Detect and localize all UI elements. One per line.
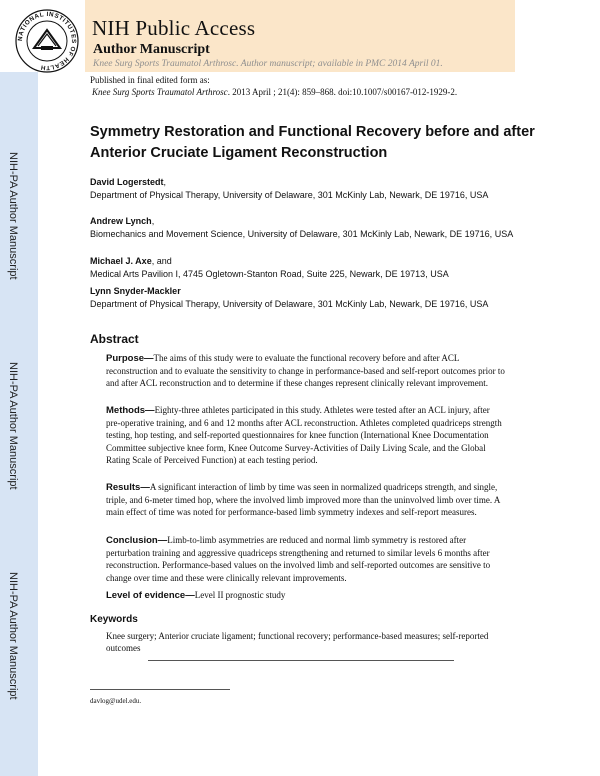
side-label: NIH-PA Author Manuscript — [7, 362, 19, 490]
nih-seal-logo — [14, 8, 80, 74]
section-text: The aims of this study were to evaluate the functional recovery before and after ACL reconstruction and to evaluate the sensitivity to change in performance-based and self-report outcomes prior to and after ACL reconstruction and to determine if these changes represent clinically relevant improvement. — [106, 353, 505, 389]
section-label: Conclusion— — [106, 535, 168, 546]
author-name: Lynn Snyder-Mackler — [90, 286, 181, 296]
author-name: David Logerstedt — [90, 177, 164, 187]
author-name: Andrew Lynch — [90, 216, 152, 226]
footnote-email: davlog@udel.edu. — [90, 697, 142, 705]
header-title: NIH Public Access — [92, 16, 256, 40]
side-label: NIH-PA Author Manuscript — [7, 152, 19, 280]
journal-name: Knee Surg Sports Traumatol Arthrosc — [92, 87, 228, 97]
header-subtitle: Author Manuscript — [93, 42, 210, 57]
section-text: Level II prognostic study — [194, 590, 286, 600]
publication-details: . 2013 April ; 21(4): 859–868. doi:10.1007/s00167-012-1929-2. — [227, 87, 458, 97]
footnote-divider — [90, 689, 230, 690]
author-block — [90, 215, 520, 240]
section-text: Eighty-three athletes participated in this study. Athletes were tested after an ACL injury, after pre-operative training, and 6 and 12 months after ACL reconstruction. Athletes completed quadriceps strength testing, hop testing, and self-reported questionnaires for knee function (International Knee Documentation Committee subjective knee form, Knee Outcome Survey-Activities of Daily Living Scale, and the Global Rating Scale of Perceived Function) at each testing period. — [106, 405, 502, 465]
author-separator: , and — [151, 256, 172, 266]
abstract-level-of-evidence — [106, 589, 506, 602]
author-block — [90, 255, 520, 280]
author-affiliation: Biomechanics and Movement Science, University of Delaware, 301 McKinly Lab, Newark, DE 19716, USA — [90, 228, 514, 239]
section-text: A significant interaction of limb by time was seen in normalized quadriceps strength, and single, triple, and 6-meter timed hop, where the involved limb improved more than the uninvolved limb over time. A main effect of time was noted for performance-based limb symmetry indexes and self-report measures. — [106, 482, 500, 518]
author-block — [90, 176, 520, 201]
seal-ring-text: NATIONAL INSTITUTES OF HEALTH — [16, 10, 78, 72]
author-separator: , — [163, 177, 167, 187]
section-label: Results— — [106, 482, 150, 493]
author-separator: , — [151, 216, 155, 226]
section-text: Limb-to-limb asymmetries are reduced and normal limb symmetry is restored after perturbation training and aggressive quadriceps strengthening and returned to similar levels 6 months after reconstruction. Performance-based values on the involved limb and self-reported outcomes are sensitive to change over time and these were clinically relevant improvements. — [106, 535, 491, 583]
abstract-methods — [106, 404, 506, 466]
header-citation: Knee Surg Sports Traumatol Arthrosc. Author manuscript; available in PMC 2014 April 01. — [93, 59, 443, 69]
author-block — [90, 285, 520, 310]
abstract-conclusion — [106, 534, 506, 584]
article-title: Symmetry Restoration and Functional Recovery before and after Anterior Cruciate Ligament Reconstruction — [90, 124, 535, 161]
author-affiliation: Medical Arts Pavilion I, 4745 Ogletown-Stanton Road, Suite 225, Newark, DE 19713, USA — [90, 268, 449, 279]
abstract-heading: Abstract — [90, 332, 139, 346]
author-name: Michael J. Axe — [90, 256, 152, 266]
section-label: Methods— — [106, 405, 155, 416]
side-rail — [0, 72, 38, 776]
side-label: NIH-PA Author Manuscript — [7, 572, 19, 700]
section-label: Purpose— — [106, 353, 154, 364]
keywords-text: Knee surgery; Anterior cruciate ligament; functional recovery; performance-based measures; self-reported outcomes — [106, 631, 489, 654]
author-affiliation: Department of Physical Therapy, University of Delaware, 301 McKinly Lab, Newark, DE 19716, USA — [90, 189, 489, 200]
abstract-purpose — [106, 352, 506, 390]
section-divider — [148, 660, 454, 661]
keywords-heading: Keywords — [90, 614, 138, 625]
publication-line: Published in final edited form as: — [90, 75, 210, 85]
publication-citation — [92, 87, 457, 97]
section-label: Level of evidence— — [106, 590, 195, 601]
author-affiliation: Department of Physical Therapy, University of Delaware, 301 McKinly Lab, Newark, DE 19716, USA — [90, 298, 489, 309]
abstract-results — [106, 481, 506, 519]
